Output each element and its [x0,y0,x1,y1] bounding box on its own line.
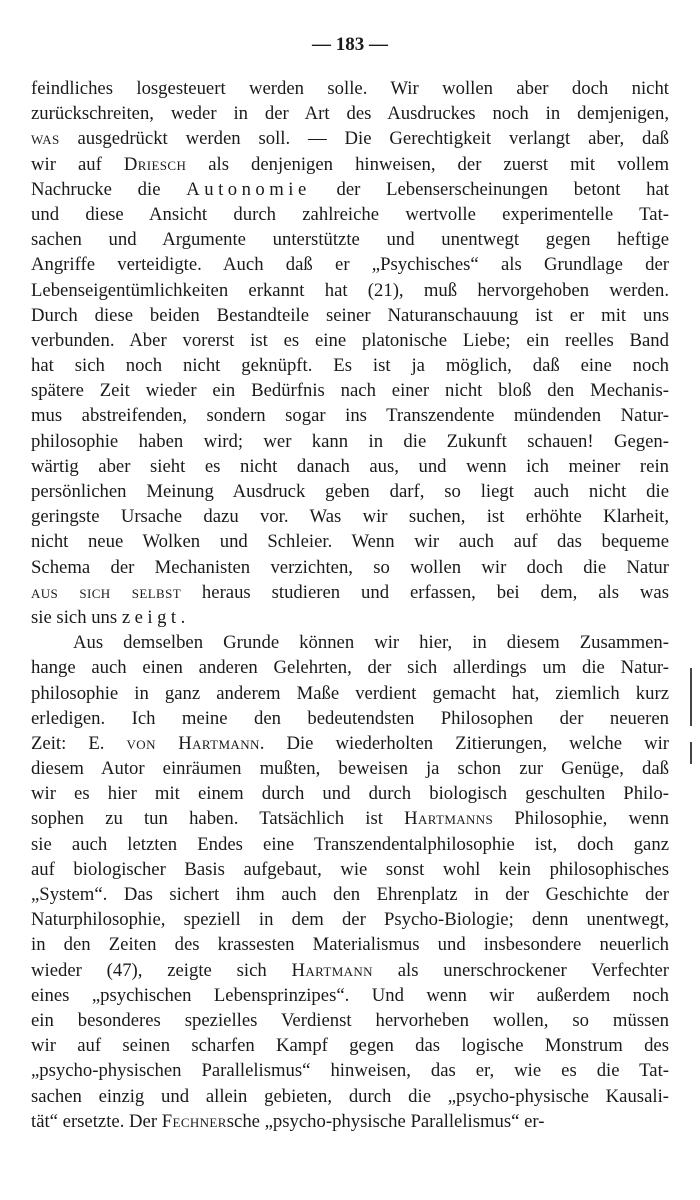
text-run: als unerschrockener Verfechter [372,959,669,981]
text-run: sophen zu tun haben. Tatsächlich ist [31,808,405,830]
text-line [31,76,669,101]
text-line [31,1084,669,1109]
text-line [31,706,669,731]
text-run: „psycho-physischen Parallelismus“ hinweisen, das er, wie es die Tat- [31,1060,669,1082]
text-line [31,681,669,706]
text-run: wärtig aber sieht es nicht danach aus, und wenn ich meiner rein [31,455,669,477]
proper-name: von Hartmann [126,732,260,754]
text-run: in den Zeiten des krassesten Materialismus und insbesondere neuerlich [31,934,669,956]
text-line [31,1033,669,1058]
text-line [31,756,669,781]
text-run: zurückschreiten, weder in der Art des Ausdruckes noch in demjenigen, [31,103,669,125]
margin-mark [690,742,692,764]
text-line [31,806,669,831]
text-line [31,882,669,907]
text-line [31,958,669,983]
text-run: wir auf seinen scharfen Kampf gegen das logische Monstrum des [31,1035,669,1057]
text-run: auf biologischer Basis aufgebaut, wie sonst wohl kein philosophisches [31,858,669,880]
text-line [31,227,669,252]
text-line [31,857,669,882]
text-line [31,278,669,303]
text-line [31,580,669,605]
text-line [31,479,669,504]
text-line [31,177,669,202]
text-run: wir auf [31,153,124,175]
text-line [31,403,669,428]
body-text [31,76,669,1134]
text-run: sie sich uns [31,606,122,628]
text-line [31,429,669,454]
text-run: Nachrucke die [31,178,187,200]
text-run: tät“ ersetzte. Der [31,1110,162,1132]
text-line [31,328,669,353]
text-run: eines „psychischen Lebensprinzipes“. Und wenn wir außerdem noch [31,984,669,1006]
text-run: erledigen. Ich meine den bedeutendsten Philosophen der neueren [31,707,669,729]
text-line [31,378,669,403]
text-line [31,1109,669,1134]
text-run: wieder (47), zeigte sich [31,959,292,981]
text-line [31,1058,669,1083]
text-line [31,303,669,328]
text-line [31,630,669,655]
text-line [31,353,669,378]
proper-name: Driesch [123,153,187,175]
text-run: philosophie haben wird; wer kann in die Zukunft schauen! Gegen- [31,430,669,452]
text-run: mus abstreifenden, sondern sogar ins Transzendente mündenden Natur- [31,405,669,427]
text-line [31,781,669,806]
text-line [31,101,669,126]
text-run: ausgedrückt werden soll. — Die Gerechtigkeit verlangt aber, daß [59,128,669,150]
text-run: sie auch letzten Endes eine Transzendentalphilosophie ist, doch ganz [31,833,669,855]
text-run: . Die wiederholten Zitierungen, welche wir [259,732,670,754]
proper-name: Fechner [161,1110,227,1132]
text-run: sche „psycho-physische Parallelismus“ er- [226,1110,545,1132]
text-run: der Lebenserscheinungen betont hat [310,178,669,200]
emphasized-text: Autonomie [186,178,311,200]
text-run: verbunden. Aber vorerst ist es eine platonische Liebe; ein reelles Band [31,329,669,351]
text-run: Aus demselben Grunde können wir hier, in diesem Zusammen- [73,632,669,654]
emphasized-text: zeigt [121,606,181,628]
text-run: philosophie in ganz anderem Maße verdient gemacht hat, ziemlich kurz [31,682,669,704]
text-line [31,832,669,857]
text-run: heraus studieren und erfassen, bei dem, als was [181,581,669,603]
text-run: . [180,606,186,628]
text-run: sachen einzig und allein gebieten, durch die „psycho-physische Kausali- [31,1085,669,1107]
text-run: ein besonderes spezielles Verdienst hervorheben wollen, so müssen [31,1009,669,1031]
proper-name: aus sich selbst [31,581,182,603]
text-line [31,252,669,277]
text-run: diesem Autor einräumen mußten, beweisen ja schon zur Genüge, daß [31,758,669,780]
text-line [31,504,669,529]
text-run: „System“. Das sichert ihm auch den Ehrenplatz in der Geschichte der [31,884,669,905]
text-run: geringste Ursache dazu vor. Was wir suchen, ist erhöhte Klarheit, [31,506,669,528]
text-line [31,126,669,151]
text-run: Naturphilosophie, speziell in dem der Psycho-Biologie; denn unentwegt, [31,909,669,931]
text-run: Zeit: E. [31,732,127,754]
text-run: nicht neue Wolken und Schleier. Wenn wir auch auf das bequeme [31,531,669,553]
text-run: als denjenigen hinweisen, der zuerst mit vollem [186,153,669,175]
proper-name: Hartmanns [404,808,494,830]
text-run: sachen und Argumente unterstützte und unentwegt gegen heftige [31,229,669,251]
text-line [31,731,669,756]
page-number: — 183 — [312,34,388,55]
text-run: spätere Zeit wieder ein Bedürfnis nach einer nicht bloß den Mechanis- [31,380,669,402]
text-line [31,932,669,957]
text-run: Schema der Mechanisten verzichten, so wollen wir doch die Natur [31,556,669,578]
text-run: feindliches losgesteuert werden solle. Wir wollen aber doch nicht [31,78,669,99]
proper-name: Hartmann [291,959,373,981]
text-line [31,605,669,630]
margin-mark [690,668,692,726]
text-run: Angriffe verteidigte. Auch daß er „Psychisches“ als Grundlage der [31,254,669,276]
text-line [31,152,669,177]
text-run: hat sich noch nicht geknüpft. Es ist ja möglich, daß eine noch [31,355,669,377]
text-run: hange auch einen anderen Gelehrten, der sich allerdings um die Natur- [31,657,669,679]
text-line [31,555,669,580]
text-run: wir es hier mit einem durch und durch biologisch geschulten Philo- [31,783,669,805]
proper-name: was [31,128,60,150]
text-run: und diese Ansicht durch zahlreiche wertvolle experimentelle Tat- [31,203,669,225]
text-line [31,1008,669,1033]
text-line [31,454,669,479]
text-line [31,202,669,227]
text-run: Durch diese beiden Bestandteile seiner Naturanschauung ist er mit uns [31,304,669,326]
text-line [31,907,669,932]
text-line [31,529,669,554]
text-run: Lebenseigentümlichkeiten erkannt hat (21), muß hervorgehoben werden. [31,279,669,301]
text-line [31,983,669,1008]
text-run: Philosophie, wenn [493,808,669,830]
text-run: persönlichen Meinung Ausdruck geben darf, so liegt auch nicht die [31,481,669,502]
text-line [31,655,669,680]
